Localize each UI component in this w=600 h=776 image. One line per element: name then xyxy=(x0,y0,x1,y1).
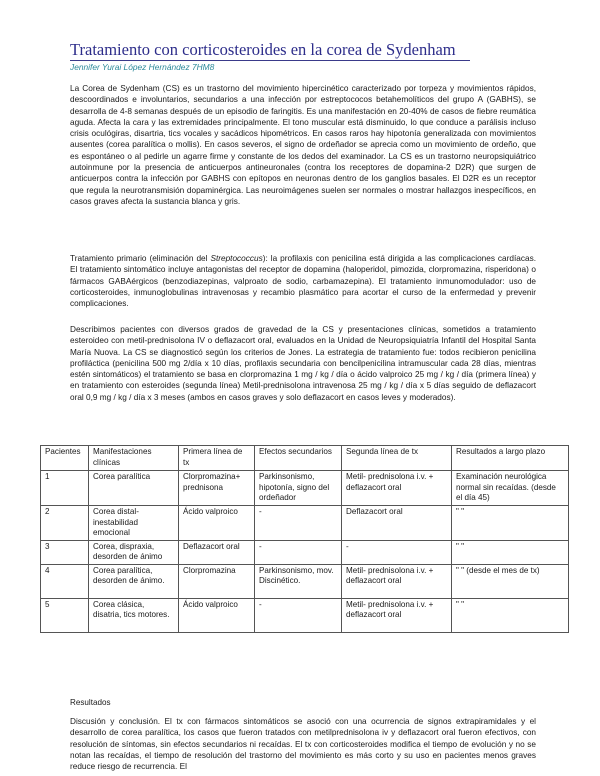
table-row xyxy=(41,506,569,541)
table-cell: Deflazacort oral xyxy=(179,540,255,564)
table-cell: Clorpromazina+ prednisona xyxy=(179,471,255,506)
table-cell: Metil- prednisolona i.v. + deflazacort oral xyxy=(342,471,452,506)
table-cell: Metil- prednisolona i.v. + deflazacort oral xyxy=(342,564,452,598)
table-row xyxy=(41,471,569,506)
header-manifestaciones: Manifestaciones clínicas xyxy=(89,446,179,471)
treatment-genus: Streptococcus xyxy=(210,254,263,263)
intro-paragraph xyxy=(70,83,536,207)
header-resultados: Resultados a largo plazo xyxy=(452,446,569,471)
table-cell: - xyxy=(255,506,342,541)
treatment-paragraph xyxy=(70,253,536,309)
methods-text: Describimos pacientes con diversos grados de gravedad de la CS y presentaciones clínicas, sometidos a tratamiento esteroideo con metil-prednisolona IV o deflazacort oral, evaluados en la Unidad de Neuropsiquiatría Infantil del Hospital Santa María Nuova. La CS se diagnosticó según los criterios de Jones. La estrategia de tratamiento fue: todos recibieron penicilina profiláctica (penicilina 500 mg 2/día x 10 días, profilaxis secundaria con bencilpenicilina intramuscular cada 28 días, mientras estén sintomáticos) el tratamiento se basa en clorpromazina 1 mg / kg / día o ácido valproico 25 mg / kg / día (primera línea) y en tratamiento con esteroides (segunda línea) Metil-prednisolona intravenosa 25 mg / kg / día x 5 días seguido de deflazacort oral 0,9 mg / kg / día x 3 meses (ambos en casos graves y solo deflazacort en casos leves y moderados). xyxy=(70,325,536,402)
table-cell: Ácido valproico xyxy=(179,598,255,632)
table-cell: Parkinsonismo, hipotonía, signo del ordeñador xyxy=(255,471,342,506)
treatment-lead: Tratamiento primario (eliminación del xyxy=(70,254,211,263)
table-cell: Ácido valproico xyxy=(179,506,255,541)
table-cell: Corea clásica, disatria, tics motores. xyxy=(89,598,179,632)
table-cell: Corea paralítica, desorden de ánimo. xyxy=(89,564,179,598)
treatment-text xyxy=(70,253,536,309)
table-cell: Parkinsonismo, mov. Discinético. xyxy=(255,564,342,598)
table-cell: " " xyxy=(452,598,569,632)
table-header-row xyxy=(41,446,569,471)
document-title: Tratamiento con corticosteroides en la corea de Sydenham xyxy=(70,40,456,59)
table-cell: - xyxy=(255,540,342,564)
table-row xyxy=(41,598,569,632)
discussion-text: Discusión y conclusión. El tx con fármacos sintomáticos se asoció con una ocurrencia de signos extrapiramidales y el desarrollo de corea paralítica, los casos que fueron tratados con metilprednisolona iv y deflazacort oral fueron efectivos, con resolución de síntomas, sin efectos secundarios ni recaídas. El tx con corticosteroides modifica el tiempo de evolución y no se notan las recaídas, el tiempo de resolución del trastorno del movimiento es más corto y su uso en pacientes menos graves reduce riesgo de recurrencia. El xyxy=(70,717,536,772)
header-segunda-linea: Segunda línea de tx xyxy=(342,446,452,471)
table-cell: 1 xyxy=(41,471,89,506)
header-primera-linea: Primera línea de tx xyxy=(179,446,255,471)
table-cell: 5 xyxy=(41,598,89,632)
table-cell: Deflazacort oral xyxy=(342,506,452,541)
table-cell: " " xyxy=(452,540,569,564)
methods-paragraph xyxy=(70,324,536,403)
table-cell: - xyxy=(342,540,452,564)
table-cell: - xyxy=(255,598,342,632)
header-efectos: Efectos secundarios xyxy=(255,446,342,471)
table-cell: Corea, dispraxia, desorden de ánimo xyxy=(89,540,179,564)
discussion-paragraph xyxy=(70,716,536,772)
table-cell: Clorpromazina xyxy=(179,564,255,598)
author-line: Jennifer Yurai López Hernández 7HM8 xyxy=(70,62,215,72)
table-cell: Metil- prednisolona i.v. + deflazacort oral xyxy=(342,598,452,632)
table-cell: " " xyxy=(452,506,569,541)
table-cell: Examinación neurológica normal sin recaídas. (desde el día 45) xyxy=(452,471,569,506)
table-cell: " " (desde el mes de tx) xyxy=(452,564,569,598)
treatment-rest: ): la profilaxis con penicilina está dirigida a las complicaciones cardíacas. El tratamiento sintomático incluye antagonistas del receptor de dopamina (haloperidol, pimozida, clorpromazina, risperidona) o fármacos GABAérgicos (benzodiazepinas, valproato de sodio, carbamazepina). El tratamiento inmunomodulador: uso de corticosteroides, inmunoglobulinas intravenosas y recambio plasmático para acortar el curso de la enfermedad y prevenir complicaciones. xyxy=(70,254,536,309)
results-table xyxy=(40,445,569,633)
intro-text: La Corea de Sydenham (CS) es un trastorno del movimiento hipercinético caracterizado por torpeza y movimientos rápidos, descoordinados e involuntarios, secundarios a una infección por estreptococos betahemolíticos del grupo A (GABHS), se desarrolla de 4-8 semanas después de un episodio de faringitis. Es una manifestación en 20-40% de casos de fiebre reumática aguda. Afecta la cara y las extremidades principalmente. El tono muscular está disminuido, lo que conduce a parálisis incluso crisis oculógiras, disartria, tics vocales y sacádicos hipométricos. En casos raros hay hipotonía generalizada con movimientos ausentes (corea paralítica o mollis). En casos severos, el signo de ordeñador se aprecia como un movimiento de ordeño, que es espontáneo o al pedirle un agarre firme y constante de los dedos del examinador. La CS es un trastorno neuropsiquiátrico autoinmune por la presencia de anticuerpos antineuronales (contra los receptores de dopamina-2 D2R) que surgen de anticuerpos contra la infección por GABHS con epítopos en neuronas dentro de los ganglios basales. El D2R es un receptor que regula la neurotransmisión dopaminérgica. Las neuroimágenes suelen ser normales o mostrar hallazgos inespecíficos, en casos graves afecta la sustancia blanca y gris. xyxy=(70,84,536,206)
table-row xyxy=(41,540,569,564)
table-cell: 3 xyxy=(41,540,89,564)
table-cell: 2 xyxy=(41,506,89,541)
header-pacientes: Pacientes xyxy=(41,446,89,471)
title-underline xyxy=(70,60,470,61)
table-cell: 4 xyxy=(41,564,89,598)
table-caption: Resultados xyxy=(70,698,111,707)
table-cell: Corea paralítica xyxy=(89,471,179,506)
table-row xyxy=(41,564,569,598)
table-cell: Corea distal- inestabilidad emocional xyxy=(89,506,179,541)
